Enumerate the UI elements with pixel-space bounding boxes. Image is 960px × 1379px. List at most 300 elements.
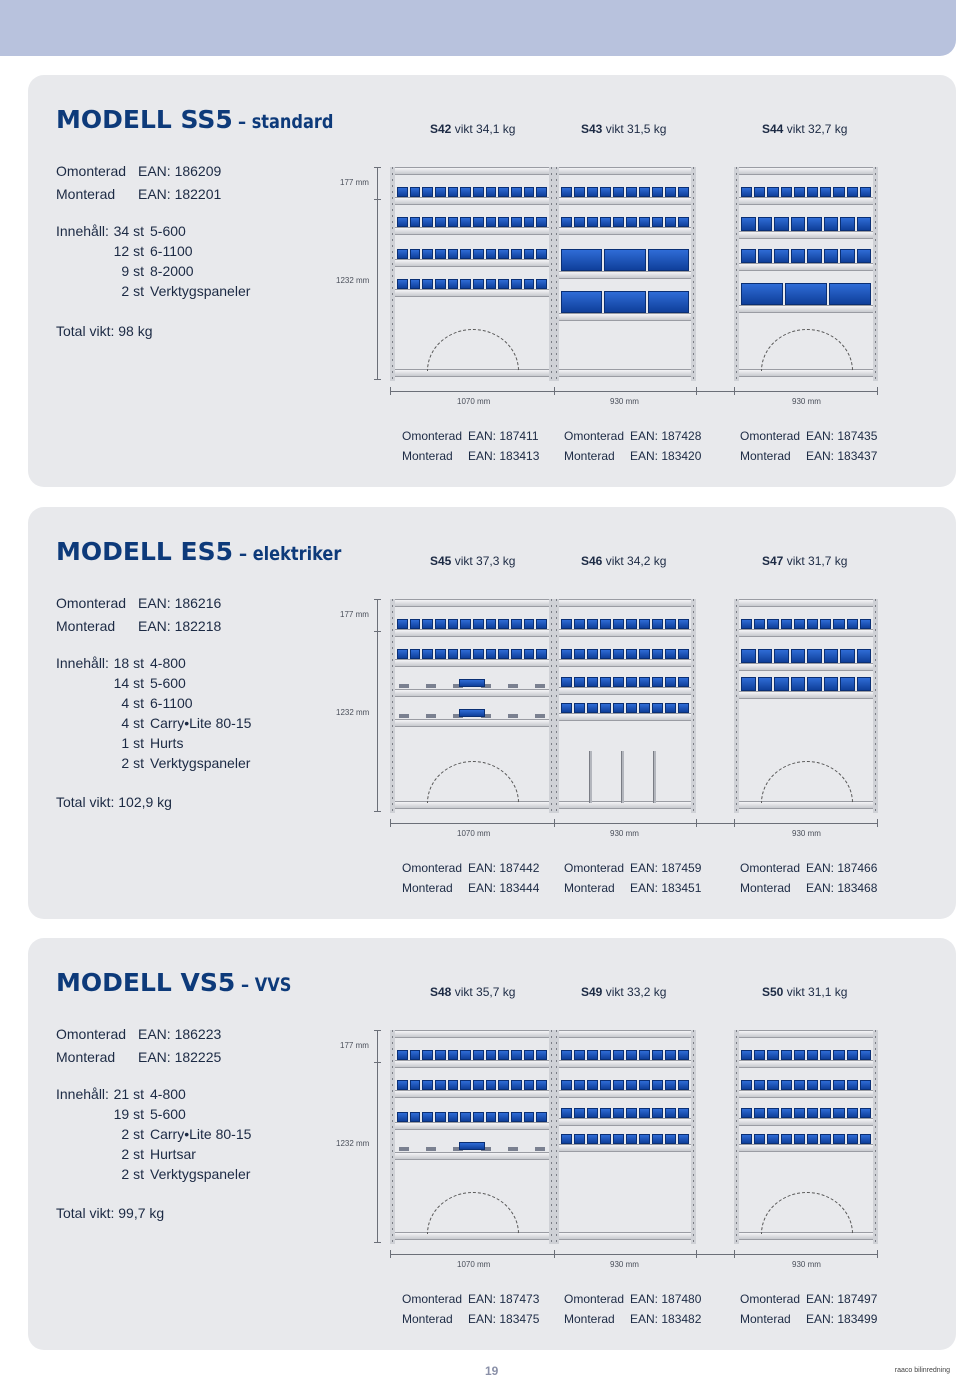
contents-item-name: 5-600 (150, 675, 186, 691)
storage-bin (665, 1108, 676, 1118)
storage-bin (422, 249, 433, 259)
storage-bin (574, 1134, 585, 1144)
storage-bin (767, 1108, 778, 1118)
storage-bin (397, 187, 408, 197)
storage-bin (600, 187, 611, 197)
bin-row (741, 283, 871, 305)
storage-bin (652, 1134, 663, 1144)
hook (535, 684, 545, 688)
dimension-tick (374, 1030, 381, 1031)
storage-bin (422, 649, 433, 659)
ean-block-2: Omonterad EAN: 187428 Monterad EAN: 183420 (564, 429, 702, 463)
storage-bin (410, 187, 421, 197)
storage-bin (840, 249, 855, 263)
storage-bin (473, 249, 484, 259)
omonterad-row: Omonterad EAN: 186209 (56, 163, 222, 179)
contents-label: Innehåll: (56, 223, 109, 239)
storage-bin (860, 619, 871, 629)
contents-qty: 21 st (113, 1086, 144, 1102)
storage-bin (767, 619, 778, 629)
shelf-plate (739, 167, 873, 175)
shelf-plate (739, 231, 873, 239)
storage-bin (833, 1134, 844, 1144)
storage-bin (511, 217, 522, 227)
storage-bin (781, 1080, 792, 1090)
storage-bin (460, 649, 471, 659)
storage-bin (460, 1080, 471, 1090)
shelf-plate (395, 719, 549, 727)
width-1: 1070 mm (457, 397, 491, 406)
storage-bin (587, 1108, 598, 1118)
dimension-tick (390, 387, 391, 395)
storage-bin (448, 1112, 459, 1122)
shelf-plate (559, 1118, 691, 1126)
storage-bin (807, 677, 822, 691)
storage-bin (791, 249, 806, 263)
footer-brand: raaco bilinredning (894, 1367, 950, 1374)
storage-bin (574, 1050, 585, 1060)
storage-bin (460, 1050, 471, 1060)
storage-bin (604, 249, 645, 271)
storage-bin (613, 1134, 624, 1144)
bin-row (561, 703, 689, 713)
shelf-plate (559, 1232, 691, 1240)
storage-bin (639, 619, 650, 629)
storage-bin (639, 703, 650, 713)
hook (535, 714, 545, 718)
shelf-plate (559, 801, 691, 809)
storage-bin (847, 1108, 858, 1118)
dimension-tick (374, 631, 381, 632)
dimension-tick (374, 167, 381, 168)
bin-row (397, 187, 547, 197)
shelf-plate (559, 271, 691, 279)
shelf-plate (395, 1030, 549, 1038)
storage-bin (794, 187, 805, 197)
contents-qty: 2 st (121, 1126, 144, 1142)
shelf-plate (395, 1090, 549, 1098)
storage-bin (498, 249, 509, 259)
dimension-tick (734, 1250, 735, 1258)
storage-bin (639, 187, 650, 197)
contents-item (110, 1106, 290, 1122)
storage-bin (587, 1050, 598, 1060)
storage-bin (498, 1112, 509, 1122)
storage-bin (678, 703, 689, 713)
storage-bin (652, 677, 663, 687)
dimension-side: 1232 mm (336, 1139, 370, 1148)
contents-qty: 1 st (121, 735, 144, 751)
storage-bin (807, 1050, 818, 1060)
dimension-tick (374, 599, 381, 600)
storage-bin (524, 187, 535, 197)
storage-bin (824, 677, 839, 691)
storage-bin (774, 217, 789, 231)
storage-bin (397, 1080, 408, 1090)
shelf-plate (395, 227, 549, 235)
storage-bin (448, 619, 459, 629)
storage-bin (410, 279, 421, 289)
storage-bin (600, 1080, 611, 1090)
storage-bin (448, 249, 459, 259)
width-2: 930 mm (610, 829, 639, 838)
omonterad-row: Omonterad EAN: 186216 (56, 595, 222, 611)
carry-lite-case (459, 709, 485, 717)
storage-bin (652, 217, 663, 227)
shelf-plate (739, 263, 873, 271)
storage-bin (587, 1080, 598, 1090)
storage-bin (781, 1050, 792, 1060)
contents-item (110, 715, 290, 731)
storage-bin (574, 703, 585, 713)
dimension-line-horizontal (390, 823, 878, 824)
storage-bin (600, 703, 611, 713)
hook (399, 684, 409, 688)
dimension-tick (554, 819, 555, 827)
storage-bin (781, 187, 792, 197)
shelf-plate (395, 259, 549, 267)
dimension-tick (696, 819, 697, 827)
ean-block-3: Omonterad EAN: 187497 Monterad EAN: 183499 (740, 1292, 878, 1326)
storage-bin (600, 217, 611, 227)
storage-bin (536, 279, 547, 289)
storage-bin (435, 249, 446, 259)
storage-bin (741, 1108, 752, 1118)
storage-bin (587, 1134, 598, 1144)
shelf-unit-2 (554, 167, 696, 381)
storage-bin (785, 283, 827, 305)
storage-bin (840, 217, 855, 231)
storage-bin (498, 649, 509, 659)
storage-bin (561, 677, 572, 687)
storage-bin (473, 1080, 484, 1090)
storage-bin (486, 619, 497, 629)
storage-bin (448, 217, 459, 227)
storage-bin (574, 1080, 585, 1090)
dimension-tick (374, 811, 381, 812)
storage-bin (473, 1112, 484, 1122)
storage-bin (486, 187, 497, 197)
shelf-weight-3: S50 vikt 31,1 kg (762, 985, 848, 999)
divider-rod (589, 751, 592, 803)
storage-bin (561, 291, 602, 313)
storage-bin (460, 1112, 471, 1122)
storage-bin (498, 1080, 509, 1090)
storage-bin (767, 1080, 778, 1090)
storage-bin (486, 1112, 497, 1122)
model-title-main: MODELL SS5 (56, 105, 233, 134)
storage-bin (498, 1050, 509, 1060)
storage-bin (486, 249, 497, 259)
storage-bin (648, 291, 689, 313)
storage-bin (652, 1080, 663, 1090)
shelf-plate (559, 629, 691, 637)
hook (426, 684, 436, 688)
wheel-arch-outline (427, 329, 519, 371)
storage-bin (857, 649, 872, 663)
contents-item (110, 695, 290, 711)
bin-row (561, 677, 689, 687)
shelf-unit-1 (390, 599, 554, 813)
storage-bin (860, 1050, 871, 1060)
storage-bin (665, 217, 676, 227)
model-title-sub: – VVS (240, 974, 292, 996)
monterad-row: Monterad EAN: 182218 (56, 618, 222, 634)
storage-bin (741, 1050, 752, 1060)
storage-bin (781, 619, 792, 629)
storage-bin (626, 187, 637, 197)
storage-bin (587, 677, 598, 687)
storage-bin (536, 619, 547, 629)
shelf-plate (395, 599, 549, 607)
hook (508, 684, 518, 688)
storage-bin (847, 1080, 858, 1090)
model-title-sub: – elektriker (238, 543, 341, 565)
dimension-tick (374, 1062, 381, 1063)
storage-bin (741, 187, 752, 197)
storage-bin (397, 217, 408, 227)
storage-bin (524, 649, 535, 659)
storage-bin (791, 677, 806, 691)
shelf-plate (739, 305, 873, 313)
storage-bin (561, 649, 572, 659)
storage-bin (820, 187, 831, 197)
storage-bin (791, 217, 806, 231)
shelf-plate (395, 197, 549, 205)
storage-bin (678, 1050, 689, 1060)
bin-row (397, 1112, 547, 1122)
storage-bin (833, 1108, 844, 1118)
wheel-arch-outline (761, 329, 853, 371)
bin-row (741, 249, 871, 263)
contents-qty: 12 st (113, 243, 144, 259)
bin-row (741, 649, 871, 663)
shelf-weight-3: S44 vikt 32,7 kg (762, 122, 848, 136)
storage-bin (473, 217, 484, 227)
storage-bin (574, 649, 585, 659)
width-1: 1070 mm (457, 1260, 491, 1269)
storage-bin (860, 187, 871, 197)
storage-bin (857, 677, 872, 691)
storage-bin (741, 283, 783, 305)
shelf-unit-3 (734, 599, 878, 813)
storage-bin (754, 1134, 765, 1144)
storage-bin (860, 1108, 871, 1118)
storage-bin (678, 677, 689, 687)
shelf-plate (739, 1118, 873, 1126)
storage-bin (460, 249, 471, 259)
contents-qty: 18 st (113, 655, 144, 671)
bin-row (397, 217, 547, 227)
shelf-unit-1 (390, 1030, 554, 1244)
shelf-plate (739, 663, 873, 671)
storage-bin (397, 649, 408, 659)
page-number: 19 (485, 1364, 499, 1378)
storage-bin (448, 187, 459, 197)
storage-bin (665, 677, 676, 687)
bin-row (741, 619, 871, 629)
wheel-arch-outline (427, 1192, 519, 1234)
storage-bin (473, 649, 484, 659)
storage-bin (833, 619, 844, 629)
width-3: 930 mm (792, 397, 821, 406)
ean-block-2: Omonterad EAN: 187459 Monterad EAN: 183451 (564, 861, 702, 895)
model-title (56, 105, 351, 134)
storage-bin (587, 187, 598, 197)
storage-bin (613, 187, 624, 197)
storage-bin (410, 619, 421, 629)
model-panel-1 (28, 75, 956, 487)
hook (399, 714, 409, 718)
storage-bin (524, 1050, 535, 1060)
storage-bin (807, 1134, 818, 1144)
storage-bin (435, 649, 446, 659)
storage-bin (807, 1080, 818, 1090)
storage-bin (561, 1108, 572, 1118)
storage-bin (652, 1108, 663, 1118)
storage-bin (498, 187, 509, 197)
dimension-tick (390, 1250, 391, 1258)
storage-bin (498, 217, 509, 227)
storage-bin (524, 249, 535, 259)
storage-bin (574, 1108, 585, 1118)
storage-bin (820, 1080, 831, 1090)
storage-bin (574, 217, 585, 227)
storage-bin (587, 619, 598, 629)
shelf-plate (559, 313, 691, 321)
shelf-plate (395, 689, 549, 697)
contents-item (110, 1126, 290, 1142)
storage-bin (600, 1108, 611, 1118)
wheel-arch-outline (761, 761, 853, 803)
contents-qty: 2 st (121, 1146, 144, 1162)
width-1: 1070 mm (457, 829, 491, 838)
storage-bin (435, 619, 446, 629)
contents-qty: 2 st (121, 1166, 144, 1182)
contents-item-name: 5-600 (150, 1106, 186, 1122)
storage-bin (460, 187, 471, 197)
shelf-unit-3 (734, 167, 878, 381)
shelf-plate (739, 1060, 873, 1068)
shelf-plate (559, 713, 691, 721)
storage-bin (678, 649, 689, 659)
total-weight: Total vikt: 102,9 kg (56, 794, 172, 810)
storage-bin (824, 249, 839, 263)
storage-bin (754, 1050, 765, 1060)
storage-bin (561, 217, 572, 227)
top-band (0, 0, 956, 56)
dimension-tick (696, 1250, 697, 1258)
storage-bin (511, 1080, 522, 1090)
storage-bin (652, 1050, 663, 1060)
contents-qty: 4 st (121, 715, 144, 731)
bin-row (741, 1108, 871, 1118)
shelf-plate (739, 1030, 873, 1038)
storage-bin (678, 1108, 689, 1118)
storage-bin (613, 1080, 624, 1090)
storage-bin (561, 187, 572, 197)
storage-bin (422, 1050, 433, 1060)
storage-bin (824, 217, 839, 231)
storage-bin (511, 1050, 522, 1060)
storage-bin (410, 1112, 421, 1122)
storage-bin (574, 677, 585, 687)
shelf-weight-2: S46 vikt 34,2 kg (581, 554, 667, 568)
storage-bin (626, 1080, 637, 1090)
storage-bin (536, 217, 547, 227)
storage-bin (486, 649, 497, 659)
shelf-weight-1: S45 vikt 37,3 kg (430, 554, 516, 568)
storage-bin (767, 187, 778, 197)
storage-bin (741, 217, 756, 231)
dimension-top: 177 mm (340, 1041, 369, 1050)
contents-item-name: 4-800 (150, 655, 186, 671)
storage-bin (794, 1108, 805, 1118)
storage-bin (613, 703, 624, 713)
storage-bin (486, 1080, 497, 1090)
storage-bin (448, 279, 459, 289)
shelf-unit-2 (554, 599, 696, 813)
storage-bin (758, 649, 773, 663)
storage-bin (807, 217, 822, 231)
storage-bin (524, 217, 535, 227)
contents-item (110, 755, 290, 771)
storage-bin (639, 649, 650, 659)
storage-bin (511, 279, 522, 289)
monterad-row: Monterad EAN: 182201 (56, 186, 222, 202)
storage-bin (652, 187, 663, 197)
storage-bin (435, 1112, 446, 1122)
storage-bin (410, 1080, 421, 1090)
storage-bin (741, 677, 756, 691)
shelf-plate (559, 369, 691, 377)
storage-bin (774, 649, 789, 663)
storage-bin (422, 619, 433, 629)
storage-bin (678, 187, 689, 197)
storage-bin (833, 1050, 844, 1060)
storage-bin (829, 283, 871, 305)
contents-item (110, 735, 290, 751)
storage-bin (511, 649, 522, 659)
shelf-plate (395, 1060, 549, 1068)
storage-bin (486, 1050, 497, 1060)
wheel-arch-outline (427, 761, 519, 803)
contents-item-name: Verktygspaneler (150, 283, 251, 299)
storage-bin (833, 1080, 844, 1090)
storage-bin (741, 619, 752, 629)
model-title (56, 537, 359, 566)
contents-item-name: Verktygspaneler (150, 1166, 251, 1182)
contents-item (110, 1086, 290, 1102)
dimension-tick (374, 1242, 381, 1243)
storage-bin (613, 217, 624, 227)
storage-bin (600, 649, 611, 659)
storage-bin (524, 1080, 535, 1090)
storage-bin (574, 187, 585, 197)
storage-bin (678, 619, 689, 629)
shelf-unit-3 (734, 1030, 878, 1244)
storage-bin (486, 217, 497, 227)
storage-bin (561, 619, 572, 629)
contents-item-name: 6-1100 (150, 695, 193, 711)
storage-bin (448, 1050, 459, 1060)
carry-lite-case (459, 679, 485, 687)
bin-row (561, 249, 689, 271)
bin-row (561, 187, 689, 197)
shelf-unit-2 (554, 1030, 696, 1244)
storage-bin (820, 619, 831, 629)
storage-bin (587, 703, 598, 713)
